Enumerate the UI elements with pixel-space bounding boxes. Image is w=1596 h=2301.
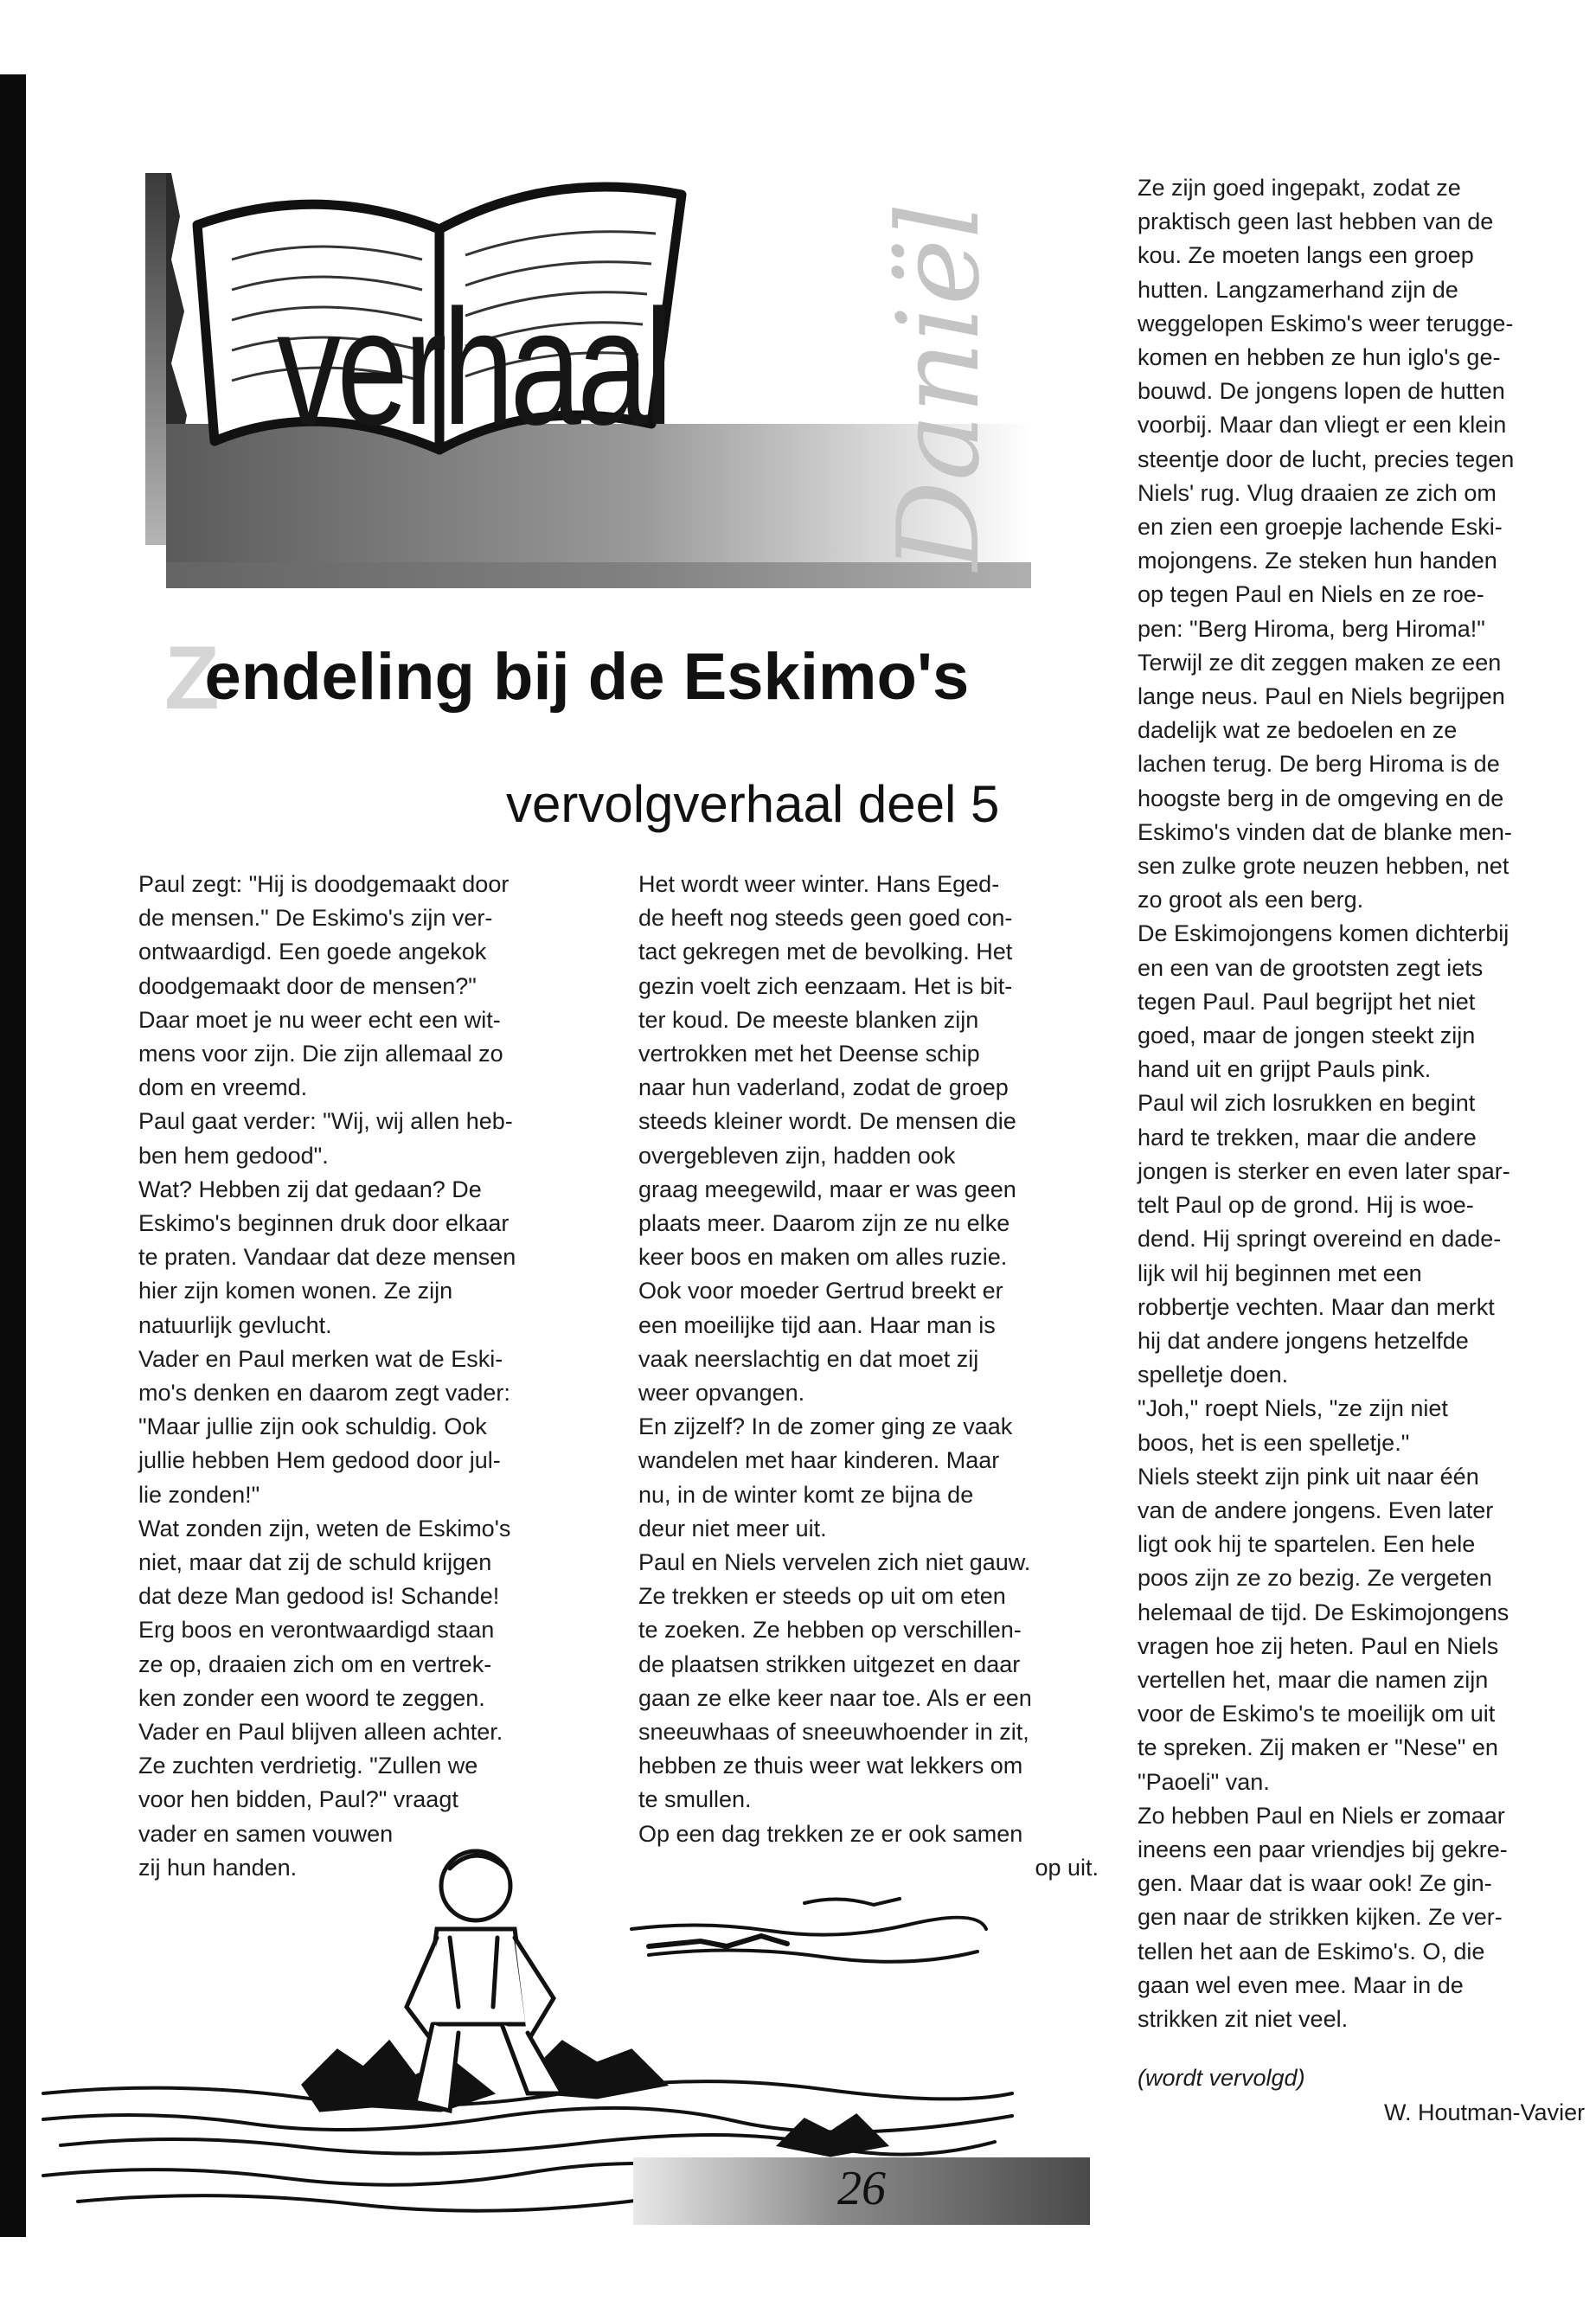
- text-line: vader en samen vouwen: [138, 1820, 394, 1847]
- text-line: "Joh," roept Niels, "ze zijn niet: [1138, 1395, 1448, 1422]
- article-subtitle: vervolgverhaal deel 5: [506, 775, 1000, 833]
- text-line: Paul wil zich losrukken en begint: [1138, 1090, 1476, 1117]
- text-line: de mensen." De Eskimo's zijn ver-: [138, 905, 493, 932]
- text-line: helemaal de tijd. De Eskimojongens: [1138, 1599, 1509, 1625]
- text-line: gaan ze elke keer naar toe. Als er een: [638, 1684, 1032, 1711]
- text-line: gen. Maar dat is waar ook! Ze gin-: [1138, 1870, 1492, 1897]
- text-line: ter koud. De meeste blanken zijn: [638, 1006, 979, 1033]
- text-line: keer boos en maken om alles ruzie.: [638, 1244, 1008, 1271]
- article-title: [164, 640, 970, 714]
- text-line: voor hen bidden, Paul?" vraagt: [138, 1786, 458, 1813]
- text-line: zo groot als een berg.: [1138, 887, 1364, 913]
- text-line: hij dat andere jongens hetzelfde: [1138, 1327, 1469, 1354]
- text-line: hoogste berg in de omgeving en de: [1138, 785, 1504, 811]
- text-line: weer opvangen.: [638, 1380, 805, 1407]
- text-column-1: [138, 868, 597, 1885]
- text-line: Eskimo's vinden dat de blanke men-: [1138, 818, 1512, 845]
- text-line: niet, maar dat zij de schuld krijgen: [138, 1549, 492, 1576]
- text-line: Paul en Niels vervelen zich niet gauw.: [638, 1549, 1031, 1576]
- text-line: de plaatsen strikken uitgezet en daar: [638, 1650, 1021, 1677]
- text-line: overgebleven zijn, hadden ook: [638, 1142, 956, 1169]
- text-line: Paul gaat verder: "Wij, wij allen heb-: [138, 1108, 513, 1135]
- text-line: te zoeken. Ze hebben op verschillen-: [638, 1617, 1022, 1644]
- text-line: mo's denken en daarom zegt vader:: [138, 1380, 510, 1407]
- text-line: hebben ze thuis weer wat lekkers om: [638, 1753, 1023, 1779]
- text-line: jongen is sterker en even later spar-: [1138, 1157, 1510, 1184]
- text-line: pen: "Berg Hiroma, berg Hiroma!": [1138, 615, 1485, 642]
- author-name: W. Houtman-Vavier: [1384, 2099, 1586, 2125]
- text-line: dat deze Man gedood is! Schande!: [138, 1583, 500, 1610]
- text-line: doodgemaakt door de mensen?": [138, 972, 477, 999]
- page-number: 26: [837, 2162, 886, 2215]
- text-line: En zijzelf? In de zomer ging ze vaak: [638, 1413, 1013, 1440]
- text-line: lange neus. Paul en Niels begrijpen: [1138, 683, 1505, 710]
- text-line: lie zonden!": [138, 1481, 260, 1508]
- text-line: tellen het aan de Eskimo's. O, die: [1138, 1938, 1485, 1965]
- text-line: vragen hoe zij heten. Paul en Niels: [1138, 1632, 1499, 1659]
- text-line: spelletje doen.: [1138, 1362, 1289, 1388]
- text-line: Wat zonden zijn, weten de Eskimo's: [138, 1515, 511, 1541]
- text-line: gezin voelt zich eenzaam. Het is bit-: [638, 972, 1013, 999]
- text-line: een moeilijke tijd aan. Haar man is: [638, 1311, 996, 1338]
- text-line: lachen terug. De berg Hiroma is de: [1138, 751, 1500, 778]
- text-line: te smullen.: [638, 1786, 752, 1813]
- text-line: Het wordt weer winter. Hans Eged-: [638, 871, 1000, 897]
- banner-word: verhaal: [277, 276, 670, 459]
- text-column-3: [1138, 171, 1587, 2036]
- text-line: lijk wil hij beginnen met een: [1138, 1259, 1422, 1286]
- text-line: hard te trekken, maar die andere: [1138, 1124, 1477, 1150]
- text-line: telt Paul op de grond. Hij is woe-: [1138, 1192, 1474, 1219]
- text-line: ineens een paar vriendjes bij gekre-: [1138, 1836, 1508, 1862]
- text-line: wandelen met haar kinderen. Maar: [638, 1447, 1000, 1474]
- text-line: strikken zit niet veel.: [1138, 2005, 1349, 2032]
- text-line: "Paoeli" van.: [1138, 1768, 1270, 1795]
- text-line: naar hun vaderland, zodat de groep: [638, 1074, 1009, 1101]
- text-column-2: [638, 868, 1106, 1885]
- text-line: weggelopen Eskimo's weer terugge-: [1138, 310, 1514, 336]
- text-line: hier zijn komen wonen. Ze zijn: [138, 1278, 453, 1304]
- text-line: mojongens. Ze steken hun handen: [1138, 548, 1497, 574]
- text-line: Niels' rug. Vlug draaien ze zich om: [1138, 479, 1497, 506]
- text-line: kou. Ze moeten langs een groep: [1138, 242, 1474, 269]
- text-line: Ze zuchten verdrietig. "Zullen we: [138, 1753, 478, 1779]
- text-line: praktisch geen last hebben van de: [1138, 208, 1494, 235]
- text-line: Ze zijn goed ingepakt, zodat ze: [1138, 175, 1461, 201]
- text-line: Ook voor moeder Gertrud breekt er: [638, 1278, 1003, 1304]
- text-line: mens voor zijn. Die zijn allemaal zo: [138, 1041, 503, 1067]
- text-line: boos, het is een spelletje.": [1138, 1429, 1410, 1456]
- text-line: ligt ook hij te spartelen. Een hele: [1138, 1531, 1476, 1558]
- text-line: dadelijk wat ze bedoelen en ze: [1138, 717, 1458, 744]
- scan-bottom-margin: [0, 2237, 1596, 2301]
- text-line: "Maar jullie zijn ook schuldig. Ook: [138, 1413, 487, 1440]
- to-be-continued: (wordt vervolgd): [1138, 2065, 1305, 2091]
- text-line: steeds kleiner wordt. De mensen die: [638, 1108, 1016, 1135]
- text-line: bouwd. De jongens lopen de hutten: [1138, 378, 1505, 405]
- text-line: vaak neerslachtig en dat moet zij: [638, 1345, 979, 1372]
- text-line: Erg boos en verontwaardigd staan: [138, 1617, 495, 1644]
- text-line: Niels steekt zijn pink uit naar één: [1138, 1463, 1479, 1490]
- text-line: dend. Hij springt overeind en dade-: [1138, 1226, 1502, 1253]
- text-line: vertellen het, maar die namen zijn: [1138, 1666, 1489, 1693]
- text-line: gaan wel even mee. Maar in de: [1138, 1971, 1464, 1998]
- text-line: Eskimo's beginnen druk door elkaar: [138, 1210, 510, 1237]
- text-line: hand uit en grijpt Pauls pink.: [1138, 1056, 1432, 1083]
- text-line: te spreken. Zij maken er "Nese" en: [1138, 1734, 1498, 1761]
- text-line: ken zonder een woord te zeggen.: [138, 1684, 485, 1711]
- text-line: tegen Paul. Paul begrijpt het niet: [1138, 988, 1476, 1015]
- text-line: de heeft nog steeds geen goed con-: [638, 905, 1013, 932]
- text-line: ontwaardigd. Een goede angekok: [138, 939, 487, 965]
- text-line: poos zijn ze zo bezig. Ze vergeten: [1138, 1565, 1492, 1592]
- text-line: op uit.: [1035, 1854, 1099, 1881]
- text-line: Vader en Paul blijven alleen achter.: [138, 1719, 503, 1746]
- text-line: Terwijl ze dit zeggen maken ze een: [1138, 649, 1502, 676]
- text-line: dom en vreemd.: [138, 1074, 308, 1101]
- text-line: Vader en Paul merken wat de Eski-: [138, 1345, 503, 1372]
- text-line: nu, in de winter komt ze bijna de: [638, 1481, 974, 1508]
- text-line: graag meegewild, maar er was geen: [638, 1176, 1016, 1202]
- text-line: sen zulke grote neuzen hebben, net: [1138, 853, 1509, 880]
- title-initial: Z: [164, 628, 220, 728]
- scan-left-edge: [0, 74, 26, 2237]
- text-line: te praten. Vandaar dat deze mensen: [138, 1244, 516, 1271]
- text-line: steentje door de lucht, precies tegen: [1138, 445, 1515, 472]
- text-line: hutten. Langzamerhand zijn de: [1138, 276, 1458, 303]
- text-line: zij hun handen.: [138, 1854, 298, 1881]
- banner-signature: [873, 202, 1090, 588]
- text-line: Op een dag trekken ze er ook samen: [638, 1820, 1023, 1847]
- text-line: ben hem gedood".: [138, 1142, 329, 1169]
- text-line: gen naar de strikken kijken. Ze ver-: [1138, 1904, 1503, 1931]
- text-line: tact gekregen met de bevolking. Het: [638, 939, 1013, 965]
- text-line: Zo hebben Paul en Niels er zomaar: [1138, 1802, 1505, 1829]
- text-line: plaats meer. Daarom zijn ze nu elke: [638, 1210, 1010, 1237]
- text-line: en zien een groepje lachende Eski-: [1138, 514, 1503, 541]
- text-line: Paul zegt: "Hij is doodgemaakt door: [138, 871, 510, 897]
- page-number-tab: [633, 2157, 1090, 2225]
- text-line: voorbij. Maar dan vliegt er een klein: [1138, 412, 1507, 439]
- text-line: jullie hebben Hem gedood door jul-: [138, 1447, 501, 1474]
- text-line: Ze trekken er steeds op uit om eten: [638, 1583, 1006, 1610]
- text-line: sneeuwhaas of sneeuwhoender in zit,: [638, 1719, 1029, 1746]
- text-line: goed, maar de jongen steekt zijn: [1138, 1022, 1476, 1049]
- text-line: op tegen Paul en Niels en ze roe-: [1138, 581, 1484, 608]
- text-line: vertrokken met het Deense schip: [638, 1041, 980, 1067]
- text-line: komen en hebben ze hun iglo's ge-: [1138, 344, 1501, 371]
- text-line: ze op, draaien zich om en vertrek-: [138, 1650, 492, 1677]
- text-line: Wat? Hebben zij dat gedaan? De: [138, 1176, 482, 1202]
- text-line: en een van de grootsten zegt iets: [1138, 954, 1484, 981]
- text-line: voor de Eskimo's te moeilijk om uit: [1138, 1701, 1496, 1727]
- text-line: robbertje vechten. Maar dan merkt: [1138, 1293, 1495, 1320]
- text-line: De Eskimojongens komen dichterbij: [1138, 920, 1509, 947]
- text-line: deur niet meer uit.: [638, 1515, 827, 1541]
- text-line: natuurlijk gevlucht.: [138, 1311, 332, 1338]
- scan-top-margin: [0, 0, 1596, 74]
- title-text: endeling bij de Eskimo's: [204, 640, 970, 714]
- text-line: van de andere jongens. Even later: [1138, 1497, 1494, 1523]
- text-line: Daar moet je nu weer echt een wit-: [138, 1006, 501, 1033]
- signature-text: Daniël: [873, 202, 1004, 571]
